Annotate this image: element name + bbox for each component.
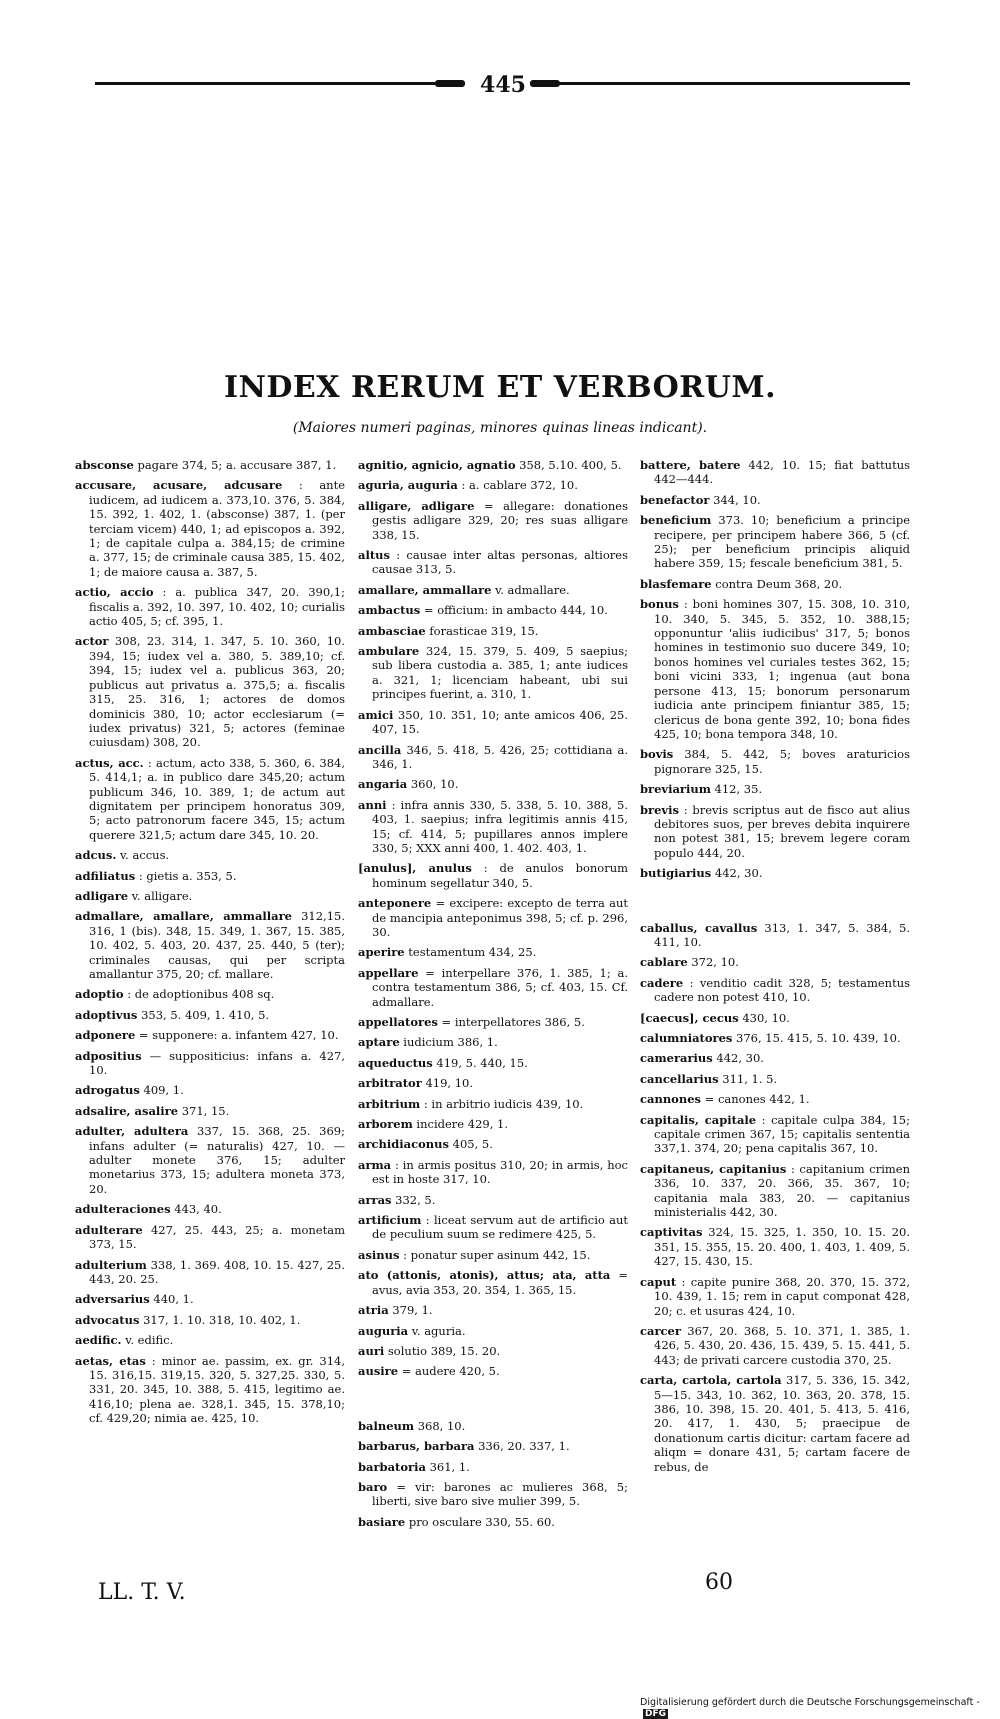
index-entry — [640, 782, 910, 796]
index-entry — [358, 1268, 628, 1297]
entry-references: — suppositicius: infans a. 427, 10. — [89, 1048, 345, 1078]
entry-references: 344, 10. — [713, 492, 761, 507]
entry-headword: cannones — [640, 1092, 701, 1107]
index-entry — [75, 1083, 345, 1097]
entry-headword: adsalire, asalire — [75, 1103, 179, 1118]
entry-references: iudicium 386, 1. — [403, 1035, 498, 1050]
entry-references: v. alligare. — [131, 888, 193, 903]
credit-text: Digitalisierung gefördert durch die Deutsche Forschungsgemeinschaft - — [640, 1697, 980, 1708]
index-entry — [358, 548, 628, 577]
letter-section-gap — [358, 1385, 628, 1419]
entry-headword: barbarus, barbara — [358, 1439, 475, 1454]
entry-headword: cadere — [640, 975, 684, 990]
footer-signature: LL. T. V. — [98, 1580, 186, 1605]
entry-headword: butigiarius — [640, 866, 712, 881]
entry-headword: adponere — [75, 1028, 136, 1043]
index-entry — [358, 966, 628, 1009]
index-entry — [640, 513, 910, 571]
entry-references: 409, 1. — [143, 1083, 184, 1098]
entry-references: 360, 10. — [410, 777, 459, 792]
index-entry — [358, 1213, 628, 1242]
entry-headword: adversarius — [75, 1292, 150, 1307]
entry-headword: auri — [358, 1343, 385, 1358]
index-entry — [75, 1202, 345, 1216]
entry-references: : a. cablare 372, 10. — [461, 478, 578, 493]
entry-references: : in arbitrio iudicis 439, 10. — [423, 1096, 584, 1111]
entry-headword: adpositius — [75, 1048, 142, 1063]
page-header — [95, 72, 910, 98]
entry-headword: [caecus], cecus — [640, 1010, 739, 1025]
index-entry — [75, 585, 345, 628]
index-entry — [358, 478, 628, 492]
entry-references: 367, 20. 368, 5. 10. 371, 1. 385, 1. 426, 5. 430, 20. 436, 15. 439, 5. 15. 441, 5. 443; de privati carcere custodia 370, 25. — [654, 1323, 910, 1367]
entry-headword: ato (attonis, atonis), attus; ata, atta — [358, 1268, 611, 1283]
entry-references: 313, 1. 347, 5. 384, 5. 411, 10. — [654, 920, 911, 949]
entry-headword: captivitas — [640, 1225, 703, 1240]
entry-references: 440, 1. — [153, 1292, 194, 1307]
entry-headword: ancilla — [358, 742, 402, 757]
entry-references: = avus, avia 353, 20. 354, 1. 365, 15. — [372, 1268, 628, 1297]
entry-headword: arma — [358, 1157, 392, 1172]
index-entry — [640, 577, 910, 591]
entry-references: 350, 10. 351, 10; ante amicos 406, 25. 407, 15. — [372, 707, 628, 737]
entry-references: 311, 1. 5. — [722, 1071, 778, 1086]
entry-headword: adfiliatus — [75, 868, 136, 883]
index-entry — [640, 803, 910, 861]
index-entry — [640, 1275, 910, 1318]
entry-references: : venditio cadit 328, 5; testamentus cadere non potest 410, 10. — [654, 975, 911, 1005]
header-rule-right — [530, 82, 910, 85]
index-entry — [358, 1056, 628, 1070]
index-entry — [75, 1354, 345, 1426]
index-column-3 — [640, 458, 910, 1480]
entry-headword: adulterium — [75, 1257, 147, 1272]
index-entry — [358, 1076, 628, 1090]
entry-headword: artificium — [358, 1213, 422, 1228]
index-entry — [640, 1092, 910, 1106]
index-entry — [640, 1162, 910, 1220]
dfg-logo: DFG — [645, 1709, 667, 1719]
entry-references: = interpellatores 386, 5. — [441, 1015, 585, 1029]
entry-headword: arborem — [358, 1117, 413, 1132]
entry-headword: blasfemare — [640, 576, 712, 591]
entry-headword: ambactus — [358, 603, 421, 618]
footer-sheet-number: 60 — [705, 1570, 733, 1595]
index-entry — [358, 644, 628, 702]
entry-references: 317, 1. 10. 318, 10. 402, 1. — [143, 1312, 301, 1327]
entry-headword: aedific. — [75, 1333, 122, 1348]
entry-references: = officium: in ambacto 444, 10. — [423, 603, 608, 618]
index-entry — [640, 1051, 910, 1065]
entry-references: 430, 10. — [742, 1010, 790, 1025]
index-entry — [75, 1258, 345, 1287]
entry-headword: caballus, cavallus — [640, 920, 758, 935]
entry-headword: barbatoria — [358, 1459, 426, 1474]
index-entry — [75, 1333, 345, 1347]
entry-references: = allegare: donationes gestis adligare 329, 20; res suas alligare 338, 15. — [372, 498, 628, 542]
index-entry — [358, 583, 628, 597]
entry-headword: auguria — [358, 1323, 409, 1338]
entry-references: : capitanium crimen 336, 10. 337, 20. 366, 35. 367, 10; capitania mala 383, 20. — capitanius ministerialis 442, 30. — [654, 1161, 910, 1220]
entry-headword: actio, accio — [75, 585, 154, 600]
entry-headword: arbitrium — [358, 1096, 421, 1111]
entry-references: 358, 5.10. 400, 5. — [519, 458, 622, 472]
entry-references: : a. publica 347, 20. 390,1; fiscalis a. 392, 10. 397, 10. 402, 10; curialis actio 405, 5; cf. 395, 1. — [89, 585, 346, 629]
entry-references: : in armis positus 310, 20; in armis, hoc est in hoste 317, 10. — [372, 1157, 628, 1187]
index-entry — [358, 798, 628, 856]
entry-references: 346, 5. 418, 5. 426, 25; cottidiana a. 346, 1. — [372, 742, 629, 771]
entry-references: : liceat servum aut de artificio aut de peculium suum se redimere 425, 5. — [372, 1213, 629, 1242]
page-number: 445 — [480, 72, 526, 98]
index-entry — [358, 1324, 628, 1338]
entry-headword: benefactor — [640, 492, 710, 507]
entry-references: 312,15. 316, 1 (bis). 348, 15. 349, 1. 367, 15. 385, 10. 402, 5. 403, 20. 437, 25. 440, 5 (ter); criminales causas, qui per scripta amallantur 375, 20; cf. mallare. — [89, 909, 345, 981]
entry-headword: appellatores — [358, 1015, 438, 1029]
index-entry — [75, 1028, 345, 1042]
index-entry — [75, 987, 345, 1001]
entry-references: : infra annis 330, 5. 338, 5. 10. 388, 5. 403, 1. saepius; infra legitimis annis 415, 15; cf. 414, 5; pupillares annos implere 330, 5; XXX anni 400, 1. 402. 403, 1. — [372, 797, 628, 855]
entry-references: : gietis a. 353, 5. — [138, 868, 237, 883]
entry-references: 308, 23. 314, 1. 347, 5. 10. 360, 10. 394, 15; iudex vel a. 380, 5. 389,10; cf. 394, 15; iudex vel a. publicus 363, 20; publicus aut privatus a. 375,5; a. fiscalis 315, 25. 316, 1; actores de domos dominicis 380, 10; actor ecclesiarum (= iudex privatus) 321, 5; actores (feminae cuiusdam) 308, 20. — [89, 634, 346, 750]
entry-references: : brevis scriptus aut de fisco aut alius debitores suos, per breves debita inquirere non potest 381, 15; brevem legere coram populo 444, 20. — [654, 802, 911, 860]
entry-headword: anni — [358, 797, 387, 812]
entry-references: : boni homines 307, 15. 308, 10. 310, 10. 340, 5. 345, 5. 352, 10. 388,15; opponuntur 'aliis iudicibus' 317, 5; bonos homines in testimonio suo ducere 349, 10; bonos homines vel curiales testes 362, 15; boni vicini 333, 1; ingenua (aut bona persone 413, 15; bonorum personarum iudicia ante principem finiantur 385, 15; clericus de bona gente 392, 10; bona fides 425, 10; bona tempora 348, 10. — [654, 597, 910, 741]
entry-headword: bonus — [640, 597, 679, 612]
entry-headword: arras — [358, 1192, 392, 1207]
index-entry — [358, 1137, 628, 1151]
entry-headword: atria — [358, 1303, 389, 1318]
entry-headword: adoptio — [75, 987, 124, 1002]
entry-headword: adligare — [75, 888, 129, 903]
entry-references: incidere 429, 1. — [416, 1117, 508, 1132]
entry-references: 412, 35. — [714, 782, 763, 797]
index-entry — [358, 1303, 628, 1317]
entry-references: : ponatur super asinum 442, 15. — [403, 1247, 591, 1262]
entry-references: 442, 10. 15; fiat battutus 442—444. — [654, 458, 911, 487]
entry-references: 376, 15. 415, 5. 10. 439, 10. — [736, 1031, 901, 1045]
entry-headword: anteponere — [358, 896, 432, 911]
entry-references: = canones 442, 1. — [704, 1092, 810, 1107]
index-entry — [75, 478, 345, 579]
entry-references: 361, 1. — [429, 1459, 470, 1474]
index-column-2 — [358, 458, 628, 1535]
index-entry — [358, 458, 628, 472]
entry-references: forasticae 319, 15. — [429, 623, 539, 638]
index-entry — [358, 896, 628, 939]
entry-headword: archidiaconus — [358, 1137, 449, 1152]
index-entry — [358, 1158, 628, 1187]
entry-headword: actor — [75, 634, 109, 649]
entry-headword: capitaneus, capitanius — [640, 1161, 787, 1176]
entry-headword: accusare, acusare, adcusare — [75, 478, 283, 493]
entry-references: : minor ae. passim, ex. gr. 314, 15. 316,15. 319,15. 320, 5. 327,25. 330, 5. 331, 20. 345, 10. 388, 5. 415, legitimo ae. 416,10; plena ae. 328,1. 345, 15. 378,10; cf. 429,20; nimia ae. 425, 10. — [89, 1353, 345, 1426]
entry-headword: aqueductus — [358, 1055, 433, 1070]
entry-references: v. edific. — [125, 1333, 174, 1348]
entry-references: 368, 10. — [417, 1418, 466, 1433]
entry-references: 353, 5. 409, 1. 410, 5. — [141, 1007, 270, 1022]
entry-references: = vir: barones ac mulieres 368, 5; liberti, sive baro sive mulier 399, 5. — [372, 1479, 629, 1509]
entry-references: : capite punire 368, 20. 370, 15. 372, 10. 439, 1. 15; rem in caput componat 428, 20; c. et usuras 424, 10. — [654, 1274, 911, 1318]
index-entry — [75, 869, 345, 883]
index-entry — [75, 1124, 345, 1196]
entry-headword: bovis — [640, 747, 674, 762]
index-entry — [640, 1031, 910, 1045]
entry-headword: absconse — [75, 458, 134, 472]
index-entry — [358, 1035, 628, 1049]
page-title: INDEX RERUM ET VERBORUM. — [223, 370, 777, 405]
entry-headword: advocatus — [75, 1312, 140, 1327]
index-entry — [358, 1515, 628, 1529]
entry-headword: angaria — [358, 777, 408, 792]
index-entry — [640, 1113, 910, 1156]
index-entry — [358, 1364, 628, 1378]
entry-headword: baro — [358, 1479, 388, 1494]
letter-section-gap — [640, 887, 910, 921]
entry-headword: adulterare — [75, 1222, 143, 1237]
entry-references: : de anulos bonorum hominum segellatur 340, 5. — [372, 861, 629, 890]
index-entry — [358, 1460, 628, 1474]
entry-references: : capitale culpa 384, 15; capitale crimen 367, 15; capitalis sententia 337,1. 374, 20; pena capitalis 367, 10. — [654, 1112, 910, 1156]
entry-references: 379, 1. — [392, 1303, 433, 1318]
entry-headword: battere, batere — [640, 458, 741, 472]
entry-headword: cablare — [640, 955, 688, 970]
index-entry — [358, 1015, 628, 1029]
index-entry — [75, 756, 345, 842]
index-entry — [640, 955, 910, 969]
entry-references: 442, 30. — [716, 1051, 764, 1066]
entry-headword: aptare — [358, 1035, 400, 1050]
entry-references: 443, 40. — [174, 1202, 222, 1217]
index-entry — [640, 597, 910, 741]
entry-headword: adoptivus — [75, 1007, 138, 1022]
header-rule-left — [95, 82, 465, 85]
entry-references: contra Deum 368, 20. — [715, 576, 843, 591]
index-entry — [358, 603, 628, 617]
index-entry — [640, 458, 910, 487]
entry-references: 427, 25. 443, 25; a. monetam 373, 15. — [89, 1222, 345, 1252]
entry-references: 442, 30. — [714, 866, 763, 881]
entry-references: = audere 420, 5. — [401, 1364, 500, 1379]
entry-references: solutio 389, 15. 20. — [387, 1343, 501, 1358]
entry-headword: [anulus], anulus — [358, 861, 472, 876]
index-entry — [640, 1324, 910, 1367]
entry-headword: calumniatores — [640, 1031, 733, 1045]
entry-headword: altus — [358, 548, 390, 563]
index-entry — [640, 493, 910, 507]
index-entry — [640, 1072, 910, 1086]
entry-headword: alligare, adligare — [358, 498, 475, 513]
entry-headword: ambasciae — [358, 623, 426, 638]
entry-headword: asinus — [358, 1247, 400, 1262]
index-entry — [75, 1008, 345, 1022]
index-entry — [358, 1248, 628, 1262]
entry-references: : causae inter altas personas, altiores causae 313, 5. — [372, 548, 628, 577]
index-entry — [358, 743, 628, 772]
entry-headword: caput — [640, 1274, 677, 1289]
entry-headword: admallare, amallare, ammallare — [75, 909, 292, 924]
index-entry — [358, 1419, 628, 1433]
index-entry — [640, 747, 910, 776]
entry-references: 384, 5. 442, 5; boves araturicios pignorare 325, 15. — [654, 747, 911, 776]
index-entry — [75, 848, 345, 862]
index-entry — [640, 921, 910, 950]
index-entry — [75, 909, 345, 981]
entry-references: 338, 1. 369. 408, 10. 15. 427, 25. 443, 20. 25. — [89, 1257, 345, 1286]
entry-headword: balneum — [358, 1418, 415, 1433]
entry-references: = supponere: a. infantem 427, 10. — [138, 1028, 339, 1043]
entry-references: 372, 10. — [691, 955, 739, 970]
entry-references: 373. 10; beneficium a principe recipere, per principem habere 366, 5 (cf. 25); per beneficium principis aliquid habere 359, 15; fescale beneficium 381, 5. — [654, 513, 911, 571]
entry-headword: cancellarius — [640, 1071, 719, 1086]
index-entry — [358, 1117, 628, 1131]
entry-references: : ante iudicem, ad iudicem a. 373,10. 376, 5. 384, 15. 392, 1. 402, 1. (absconse) 387, 1. (per terciam vicem) 440, 1; ad episcopos a. 392, 1; de capitale culpa a. 384,15; de crimine a. 377, 15; de criminale causa 385, 15. 402, 1; de maiore causa a. 387, 5. — [89, 478, 346, 579]
index-entry — [75, 1313, 345, 1327]
index-entry — [75, 1104, 345, 1118]
entry-headword: ausire — [358, 1364, 399, 1379]
entry-references: 405, 5. — [452, 1137, 493, 1152]
entry-headword: aguria, auguria — [358, 478, 458, 493]
entry-references: 371, 15. — [181, 1103, 230, 1118]
entry-headword: basiare — [358, 1514, 406, 1529]
entry-references: 324, 15. 325, 1. 350, 10. 15. 20. 351, 15. 355, 15. 20. 400, 1. 403, 1. 409, 5. 427, 15. 430, 15. — [654, 1225, 910, 1269]
index-entry — [358, 624, 628, 638]
entry-headword: aetas, etas — [75, 1353, 146, 1368]
entry-references: 336, 20. 337, 1. — [478, 1439, 570, 1454]
entry-references: testamentum 434, 25. — [408, 945, 537, 960]
page-subtitle: (Maiores numeri paginas, minores quinas lineas indicant). — [292, 420, 708, 436]
entry-references: 419, 10. — [425, 1076, 474, 1091]
index-entry — [640, 976, 910, 1005]
index-entry — [358, 1097, 628, 1111]
index-column-1 — [75, 458, 345, 1432]
index-entry — [358, 861, 628, 890]
entry-headword: appellare — [358, 965, 419, 980]
entry-headword: carta, cartola, cartola — [640, 1373, 782, 1388]
entry-headword: beneficium — [640, 513, 712, 528]
entry-headword: arbitrator — [358, 1076, 422, 1091]
entry-headword: agnitio, agnicio, agnatio — [358, 458, 516, 472]
entry-references: = excipere: excepto de terra aut de mancipia anteponimus 398, 5; cf. p. 296, 30. — [372, 896, 629, 939]
entry-references: 317, 5. 336, 15. 342, 5—15. 343, 10. 362, 10. 363, 20. 378, 15. 386, 10. 398, 15. 20. 401, 5. 413, 5. 416, 20. 417, 1. 430, 5; praecipue de donationum cartis dicitur: cartam facere ad aliqm = donare 431, 5; cartam facere de rebus, de — [654, 1373, 911, 1474]
index-entry — [640, 1011, 910, 1025]
digitization-credit — [640, 1697, 1000, 1719]
entry-references: pro osculare 330, 55. 60. — [408, 1514, 555, 1529]
index-entry — [358, 1193, 628, 1207]
index-entry — [358, 708, 628, 737]
entry-headword: carcer — [640, 1323, 681, 1338]
entry-references: pagare 374, 5; a. accusare 387, 1. — [137, 458, 337, 472]
entry-references: : de adoptionibus 408 sq. — [127, 987, 275, 1002]
entry-headword: amici — [358, 707, 394, 722]
index-entry — [75, 634, 345, 749]
entry-headword: adcus. — [75, 848, 117, 863]
index-entry — [358, 777, 628, 791]
index-entry — [75, 458, 345, 472]
entry-headword: camerarius — [640, 1051, 713, 1066]
entry-headword: adulteraciones — [75, 1202, 171, 1217]
entry-references: v. accus. — [120, 848, 170, 863]
index-entry — [640, 1225, 910, 1268]
index-entry — [75, 889, 345, 903]
index-entry — [358, 1344, 628, 1358]
entry-headword: breviarium — [640, 782, 711, 797]
entry-headword: adulter, adultera — [75, 1124, 189, 1139]
entry-headword: capitalis, capitale — [640, 1112, 757, 1127]
entry-references: 332, 5. — [395, 1192, 436, 1207]
index-entry — [640, 1373, 910, 1474]
entry-headword: amallare, ammallare — [358, 582, 492, 597]
entry-references: v. admallare. — [495, 582, 570, 597]
index-entry — [75, 1223, 345, 1252]
index-entry — [75, 1292, 345, 1306]
index-entry — [358, 499, 628, 542]
entry-headword: brevis — [640, 802, 679, 817]
entry-headword: aperire — [358, 945, 405, 960]
entry-references: = interpellare 376, 1. 385, 1; a. contra testamentum 386, 5; cf. 403, 15. Cf. admallare. — [372, 965, 628, 1009]
entry-references: : actum, acto 338, 5. 360, 6. 384, 5. 414,1; a. in publico dare 345,20; actum publicum 346, 10. 389, 1; de actum aut dignitatem per principem honoratus 309, 5; acto patronorum facere 345, 15; actum querere 321,5; actum dare 345, 10. 20. — [89, 755, 346, 842]
entry-references: 337, 15. 368, 25. 369; infans adulter (= naturalis) 427, 10. — adulter monete 376, 15; adulter monetarius 373, 15; adultera moneta 373, 20. — [89, 1124, 345, 1196]
index-entry — [75, 1049, 345, 1078]
index-entry — [358, 945, 628, 959]
index-entry — [358, 1480, 628, 1509]
entry-headword: ambulare — [358, 644, 420, 659]
index-entry — [640, 866, 910, 880]
entry-headword: adrogatus — [75, 1083, 140, 1098]
entry-references: 419, 5. 440, 15. — [436, 1055, 528, 1070]
entry-headword: actus, acc. — [75, 755, 144, 770]
entry-references: 324, 15. 379, 5. 409, 5 saepius; sub libera custodia a. 385, 1; ante iudices a. 321, 1; licenciam habeant, ubi sui principes fuerint, a. 310, 1. — [372, 644, 629, 702]
index-entry — [358, 1439, 628, 1453]
entry-references: v. aguria. — [411, 1323, 466, 1338]
